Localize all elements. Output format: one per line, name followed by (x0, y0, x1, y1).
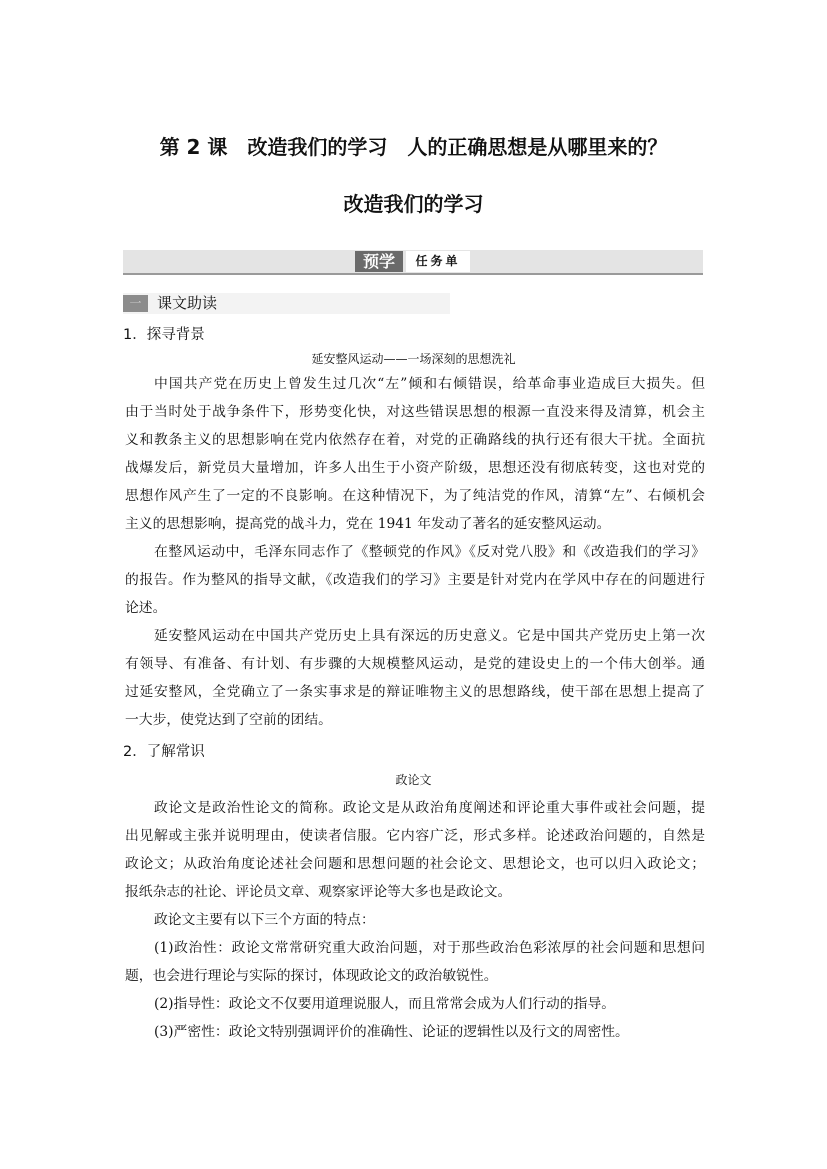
text-line: 义和教条主义的思想影响在党内依然存在着，对党的正确路线的执行还有很大干扰。全面抗 (125, 432, 705, 448)
text-line: 在整风运动中，毛泽东同志作了《整顿党的作风》《反对党八股》和《改造我们的学习》 (154, 544, 705, 560)
lesson-subtitle: 改造我们的学习 (343, 192, 484, 216)
text-line: 有领导、有准备、有计划、有步骤的大规模整风运动，是党的建设史上的一个伟大创举。通 (125, 656, 705, 672)
section-label: 课文助读 (157, 294, 218, 312)
section-number: 一 (123, 295, 148, 312)
text-line: (3)严密性：政论文特别强调评价的准确性、论证的逻辑性以及行文的周密性。 (154, 1024, 629, 1040)
text-line: 报纸杂志的社论、评论员文章、观察家评论等大多也是政论文。 (125, 884, 512, 900)
preview-banner (123, 250, 703, 275)
text-line: (2)指导性：政论文不仅要用道理说服人，而且常常会成为人们行动的指导。 (154, 996, 616, 1012)
text-line: 政论文；从政治角度论述社会问题和思想问题的社会论文、思想论文，也可以归入政论文； (125, 856, 705, 872)
part1-article-title: 延安整风运动——一场深刻的思想洗礼 (311, 352, 516, 366)
text-line: 政论文是政治性论文的简称。政论文是从政治角度阐述和评论重大事件或社会问题，提 (154, 800, 705, 816)
text-line: 延安整风运动在中国共产党历史上具有深远的历史意义。它是中国共产党历史上第一次 (154, 628, 705, 644)
text-line: 出见解或主张并说明理由，使读者信服。它内容广泛，形式多样。论述政治问题的，自然是 (125, 828, 705, 844)
text-line: 题，也会进行理论与实际的探讨，体现政论文的政治敏锐性。 (125, 968, 498, 984)
lesson-title: 第 2 课 改造我们的学习 人的正确思想是从哪里来的？ (159, 135, 668, 159)
text-line: 战爆发后，新党员大量增加，许多人出生于小资产阶级，思想还没有彻底转变，这也对党的 (125, 460, 705, 476)
part1-heading: 1．探寻背景 (123, 327, 205, 343)
section-header (123, 293, 450, 314)
text-line: 论述。 (125, 600, 167, 616)
text-line: 一大步，使党达到了空前的团结。 (125, 712, 332, 728)
text-line: 由于当时处于战争条件下，形势变化快，对这些错误思想的根源一直没来得及清算，机会主 (125, 404, 705, 420)
text-line: 过延安整风，全党确立了一条实事求是的辩证唯物主义的思想路线，使干部在思想上提高了 (125, 684, 705, 700)
part2-article-title: 政论文 (395, 773, 432, 787)
text-line: (1)政治性：政论文常常研究重大政治问题，对于那些政治色彩浓厚的社会问题和思想问 (154, 940, 705, 956)
text-line: 思想作风产生了一定的不良影响。在这种情况下，为了纯洁党的作风，清算“左”、右倾机会 (125, 488, 705, 504)
text-line: 主义的思想影响，提高党的战斗力，党在 1941 年发动了著名的延安整风运动。 (125, 516, 611, 532)
banner-tag: 预学 (355, 251, 403, 272)
text-line: 政论文主要有以下三个方面的特点： (154, 912, 375, 928)
banner-label: 任务单 (406, 251, 470, 272)
text-line: 中国共产党在历史上曾发生过几次“左”倾和右倾错误，给革命事业造成巨大损失。但 (154, 376, 705, 392)
text-line: 的报告。作为整风的指导文献，《改造我们的学习》主要是针对党内在学风中存在的问题进行 (125, 572, 705, 588)
part2-heading: 2．了解常识 (123, 744, 205, 760)
